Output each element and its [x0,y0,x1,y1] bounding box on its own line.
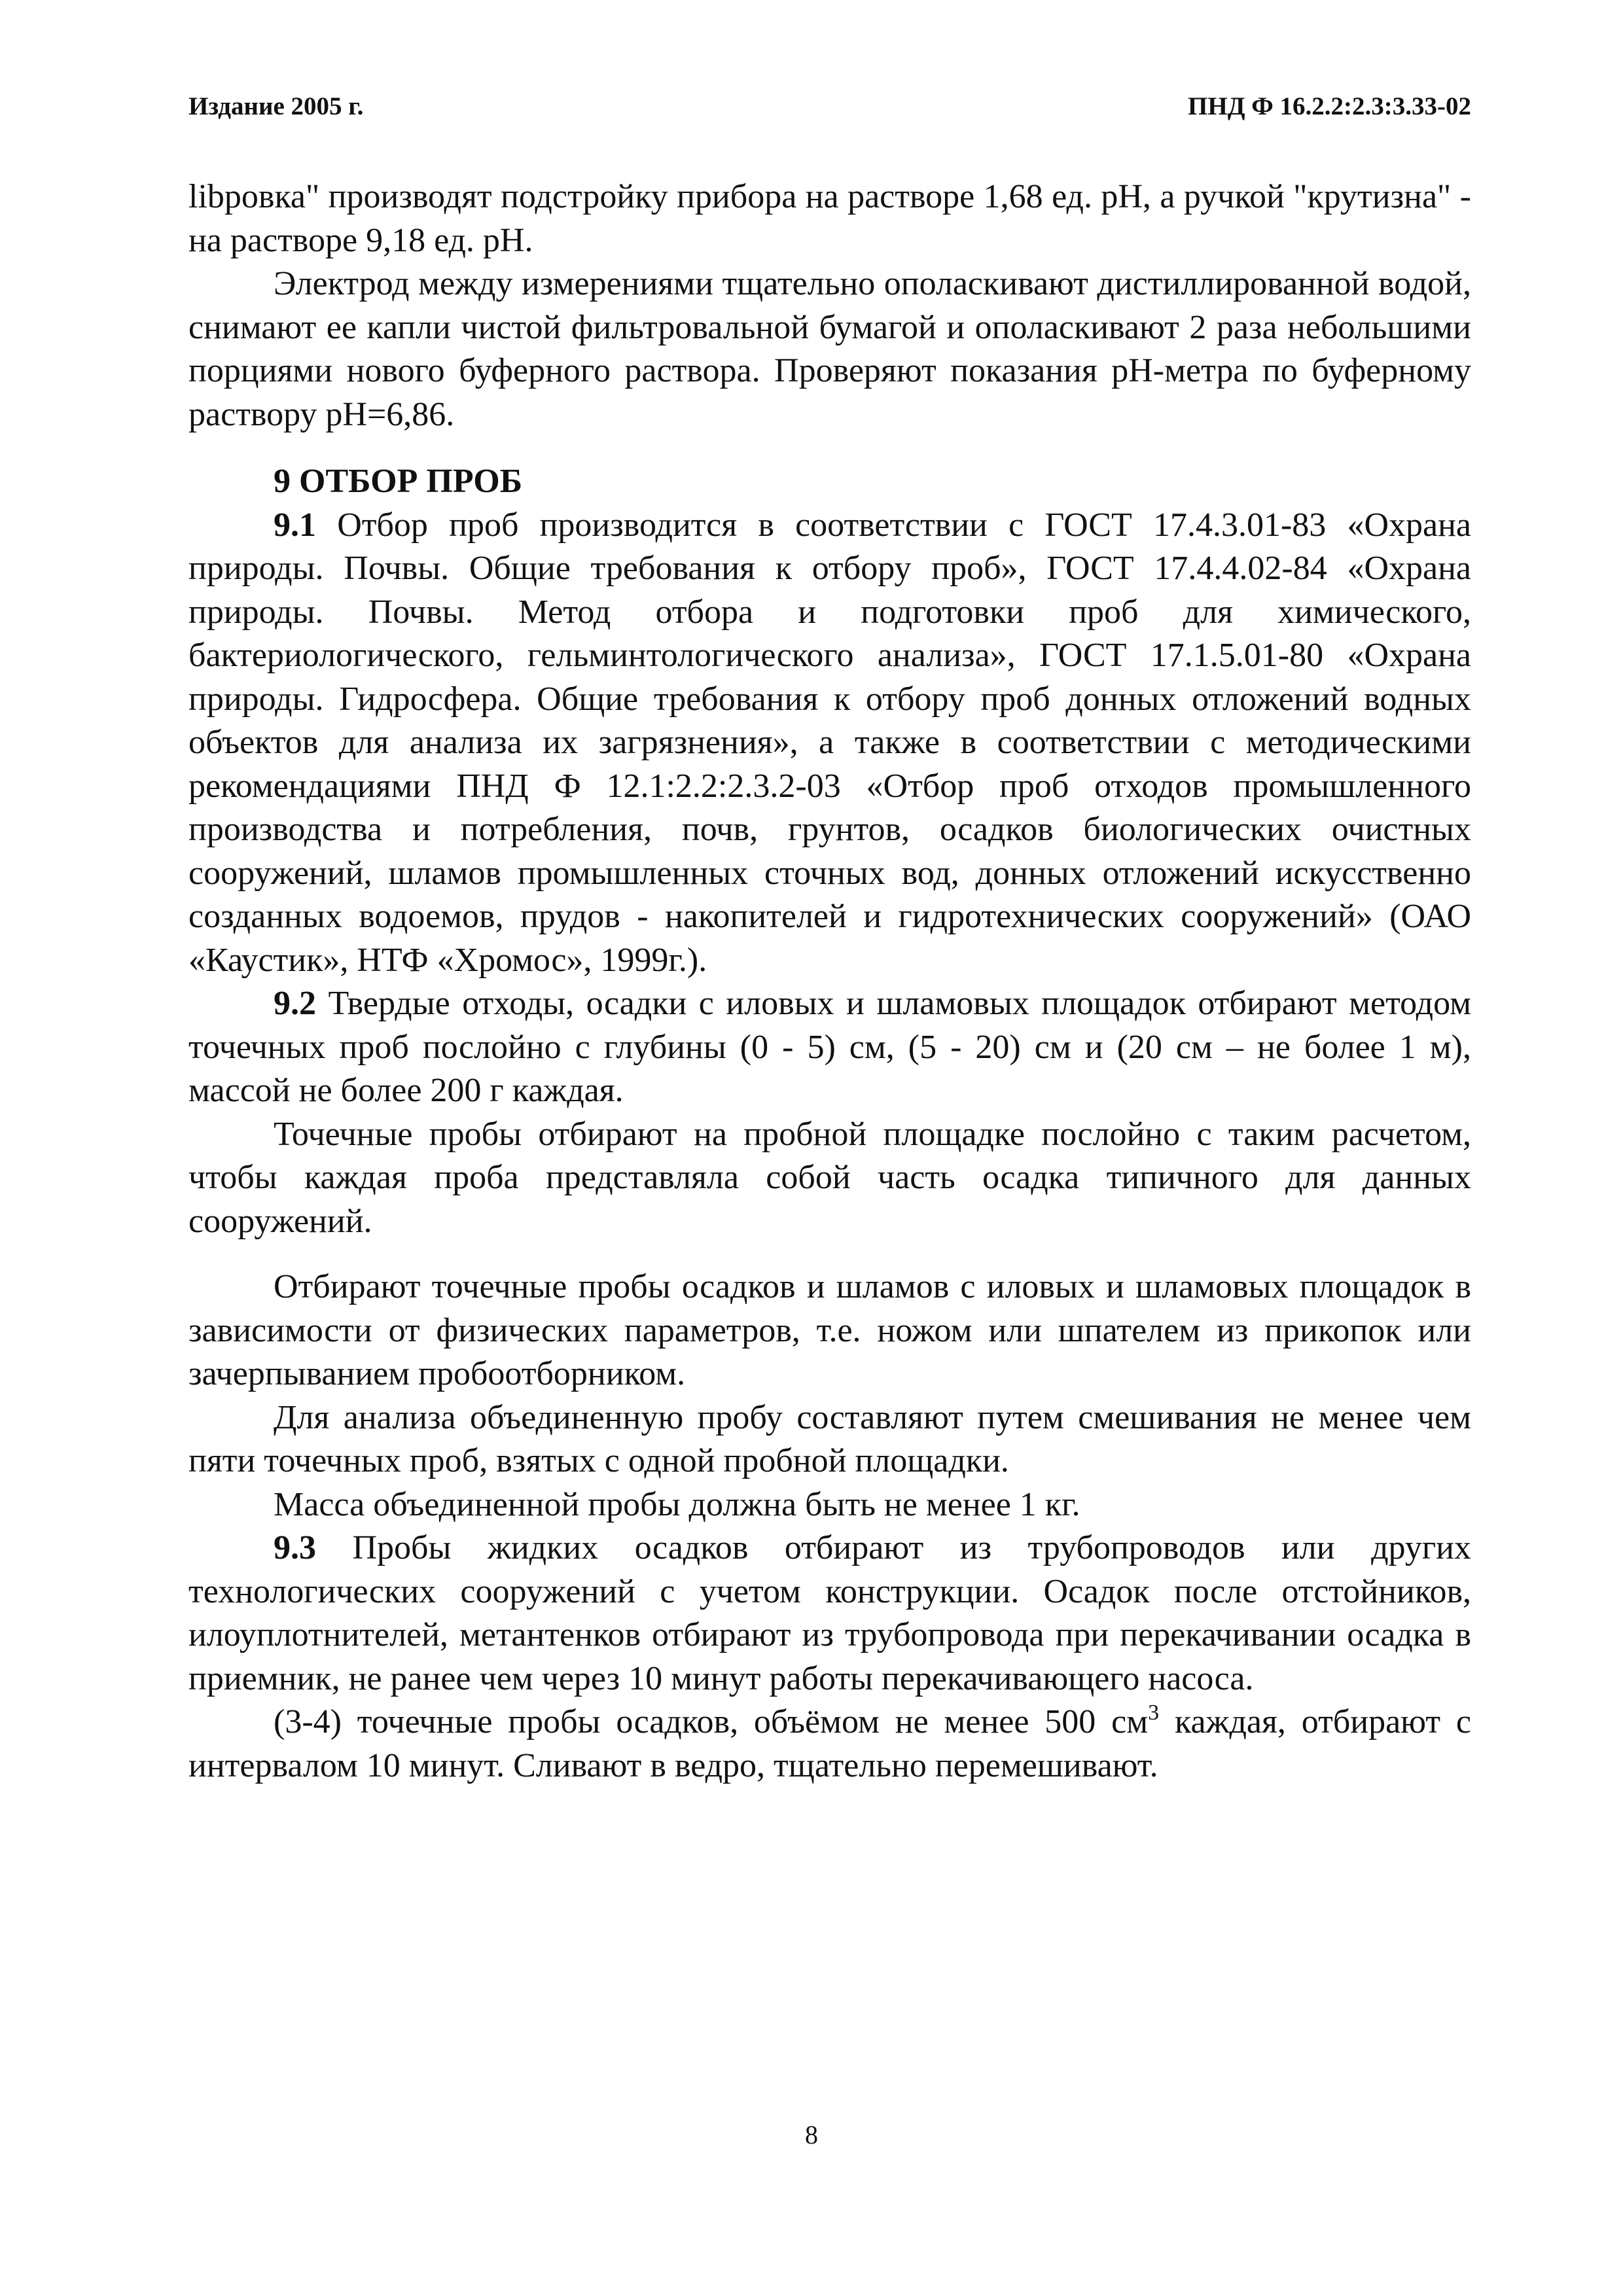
edition-label: Издание 2005 г. [188,92,364,120]
clause-number: 9.3 [274,1529,316,1566]
paragraph-electrode: Электрод между измерениями тщательно ополаскивают дистиллированной водой, снимают ее капли чистой фильтровальной бумагой и ополаскивают 2 раза небольшими порциями нового буферного раствора. Проверяют показания pH-метра по буферному раствору pH=6,86. [188,265,1471,433]
clause-number: 9.2 [274,985,316,1022]
paragraph-sample-selection: Отбирают точечные пробы осадков и шламов с иловых и шламовых площадок в зависимости от физических параметров, т.е. ножом или шпателем из прикопок или зачерпыванием пробоотборником. [188,1268,1471,1392]
clause-number: 9.1 [274,506,316,544]
document-body [188,175,1471,1788]
clause-text: Отбор проб производится в соответствии с ГОСТ 17.4.3.01-83 «Охрана природы. Почвы. Общие требования к отбору проб», ГОСТ 17.4.4.02-84 «Охрана природы. Почвы. Метод отбора и подготовки проб для химического, бактериологического, гельминтологического анализа», ГОСТ 17.1.5.01-80 «Охрана природы. Гидросфера. Общие требования к отбору проб донных отложений водных объектов для анализа их загрязнения», а также в соответствии с методическими рекомендациями ПНД Ф 12.1:2.2:2.3.2-03 «Отбор проб отходов промышленного производства и потребления, почв, грунтов, осадков биологических очистных сооружений, шламов промышленных сточных вод, донных отложений искусственно созданных водоемов, прудов - накопителей и гидротехнических сооружений» (ОАО «Каустик», НТФ «Хромос», 1999г.). [188,506,1471,979]
document-code: ПНД Ф 16.2.2:2.3:3.33-02 [1188,92,1471,120]
paragraph-sample-mass: Масса объединенной пробы должна быть не менее 1 кг. [274,1485,1080,1523]
text-part: (3-4) точечные пробы осадков, объёмом не менее 500 см [274,1703,1149,1740]
paragraph-point-samples: Точечные пробы отбирают на пробной площадке послойно с таким расчетом, чтобы каждая проба представляла собой часть осадка типичного для данных сооружений. [188,1115,1471,1240]
clause-9-1 [188,504,1471,983]
clause-9-3 [188,1527,1471,1701]
paragraph-combined-sample: Для анализа объединенную пробу составляют путем смешивания не менее чем пяти точечных проб, взятых с одной пробной площадки. [188,1398,1471,1479]
clause-9-2 [188,982,1471,1113]
superscript-exponent: 3 [1148,1701,1160,1725]
text-part: каждая, отбирают с интервалом 10 минут. Сливают в ведро, тщательно перемешивают. [188,1703,1471,1784]
page-number: 8 [805,2120,818,2149]
paragraph-calibration: libровка" производят подстройку прибора на растворе 1,68 ед. pH, а ручкой "крутизна" - на растворе 9,18 ед. pH. [188,178,1471,259]
paragraph-liquid-samples [188,1701,1471,1788]
section-heading: 9 ОТБОР ПРОБ [274,463,523,500]
clause-text: Пробы жидких осадков отбирают из трубопроводов или других технологических сооружений с учетом конструкции. Осадок после отстойников, илоуплотнителей, метантенков отбирают из трубопровода при перекачивании осадка в приемник, не ранее чем через 10 минут работы перекачивающего насоса. [188,1529,1471,1697]
clause-text: Твердые отходы, осадки с иловых и шламовых площадок отбирают методом точечных проб послойно с глубины (0 - 5) см, (5 - 20) см и (20 см – не более 1 м), массой не более 200 г каждая. [188,985,1471,1109]
